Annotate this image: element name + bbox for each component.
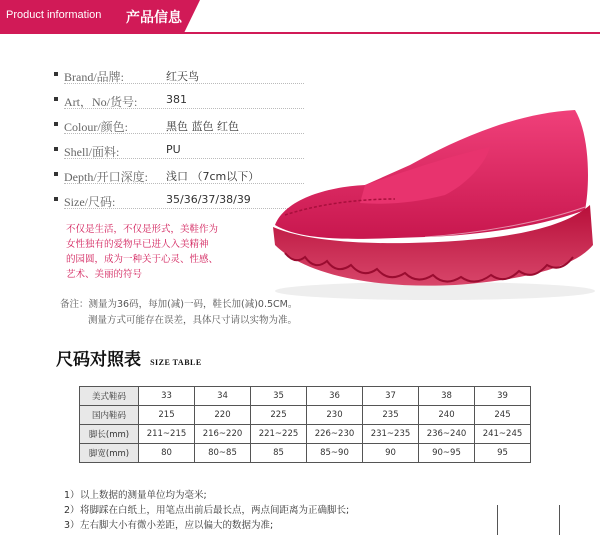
footnote-number: 1） [64,490,80,501]
spec-label: Shell/面料: [64,145,120,159]
table-cell: 211~215 [139,425,195,444]
table-cell: 95 [475,444,531,463]
measurement-notes [60,297,297,329]
header-divider [0,32,600,34]
footnote-text: 以上数据的测量单位均为毫米; [80,490,207,501]
table-cell: 35 [251,387,307,406]
footnote-item [64,488,349,503]
header-title-en: Product information [6,9,102,21]
spec-label: Brand/品牌: [64,70,124,84]
spec-label: Colour/颜色: [64,120,129,134]
table-cell: 80~85 [195,444,251,463]
slogan-line: 不仅是生活，不仅是形式，美鞋作为 [66,224,219,235]
table-cell: 33 [139,387,195,406]
row-header: 美式鞋码 [80,387,139,406]
table-cell: 235 [363,406,419,425]
table-cell: 221~225 [251,425,307,444]
spec-value: PU [166,143,181,156]
spec-label: Depth/开口深度: [64,170,148,184]
table-cell: 220 [195,406,251,425]
spec-divider [64,83,304,84]
footnote-item [64,518,349,533]
row-header: 脚宽(mm) [80,444,139,463]
table-cell: 226~230 [307,425,363,444]
table-cell: 245 [475,406,531,425]
section-header [0,0,600,33]
size-table-title [56,345,202,370]
size-table [79,386,531,463]
table-cell: 37 [363,387,419,406]
footnote-number: 3） [64,520,80,531]
table-cell: 236~240 [419,425,475,444]
table-cell: 230 [307,406,363,425]
table-cell: 39 [475,387,531,406]
spec-value: 35/36/37/38/39 [166,193,251,206]
slogan-line: 艺术、美丽的符号 [66,269,143,280]
bullet-icon [54,97,58,101]
header-title-cn: 产品信息 [126,10,182,26]
table-cell: 240 [419,406,475,425]
table-cell: 216~220 [195,425,251,444]
spec-label: Size/尺码: [64,195,116,209]
table-row [80,406,531,425]
footnote-text: 将脚踩在白纸上，用笔点出前后最长点，两点间距离为正确脚长; [80,505,350,516]
bullet-icon [54,72,58,76]
brand-slogan [66,222,266,282]
slogan-line: 的园圆，成为一种关于心灵、性感、 [66,254,219,265]
table-cell: 231~235 [363,425,419,444]
decorative-line [497,505,498,535]
bullet-icon [54,197,58,201]
footnote-number: 2） [64,505,80,516]
table-row [80,425,531,444]
shoe-product-image [255,95,595,305]
table-cell: 85~90 [307,444,363,463]
table-row [80,387,531,406]
table-cell: 225 [251,406,307,425]
table-cell: 90 [363,444,419,463]
bullet-icon [54,122,58,126]
spec-row-brand [54,66,294,86]
footnote-item [64,503,349,518]
table-cell: 90~95 [419,444,475,463]
row-header: 脚长(mm) [80,425,139,444]
footnote-text: 左右脚大小有微小差距，应以偏大的数据为准; [80,520,274,531]
note-line: 备注：测量为36码，每加(减)一码，鞋长加(减)0.5CM。 [60,299,298,310]
size-table-title-cn: 尺码对照表 [56,350,141,370]
table-cell: 241~245 [475,425,531,444]
table-cell: 34 [195,387,251,406]
row-header: 国内鞋码 [80,406,139,425]
table-row [80,444,531,463]
spec-value: 381 [166,93,187,106]
slogan-line: 女性独有的爱物早已进人入美精神 [66,239,209,250]
table-cell: 38 [419,387,475,406]
spec-value: 红天鸟 [166,70,199,83]
decorative-line [559,505,560,535]
table-cell: 215 [139,406,195,425]
spec-value: 浅口 （7cm以下） [166,170,260,183]
note-line: 测量方式可能存在误差，具体尺寸请以实物为准。 [88,315,298,326]
table-cell: 85 [251,444,307,463]
spec-value: 黑色 蓝色 红色 [166,120,239,133]
bullet-icon [54,147,58,151]
size-table-title-en: SIZE TABLE [150,358,202,367]
bullet-icon [54,172,58,176]
table-cell: 80 [139,444,195,463]
footnotes [64,488,349,533]
spec-label: Art，No/货号: [64,95,138,109]
table-cell: 36 [307,387,363,406]
